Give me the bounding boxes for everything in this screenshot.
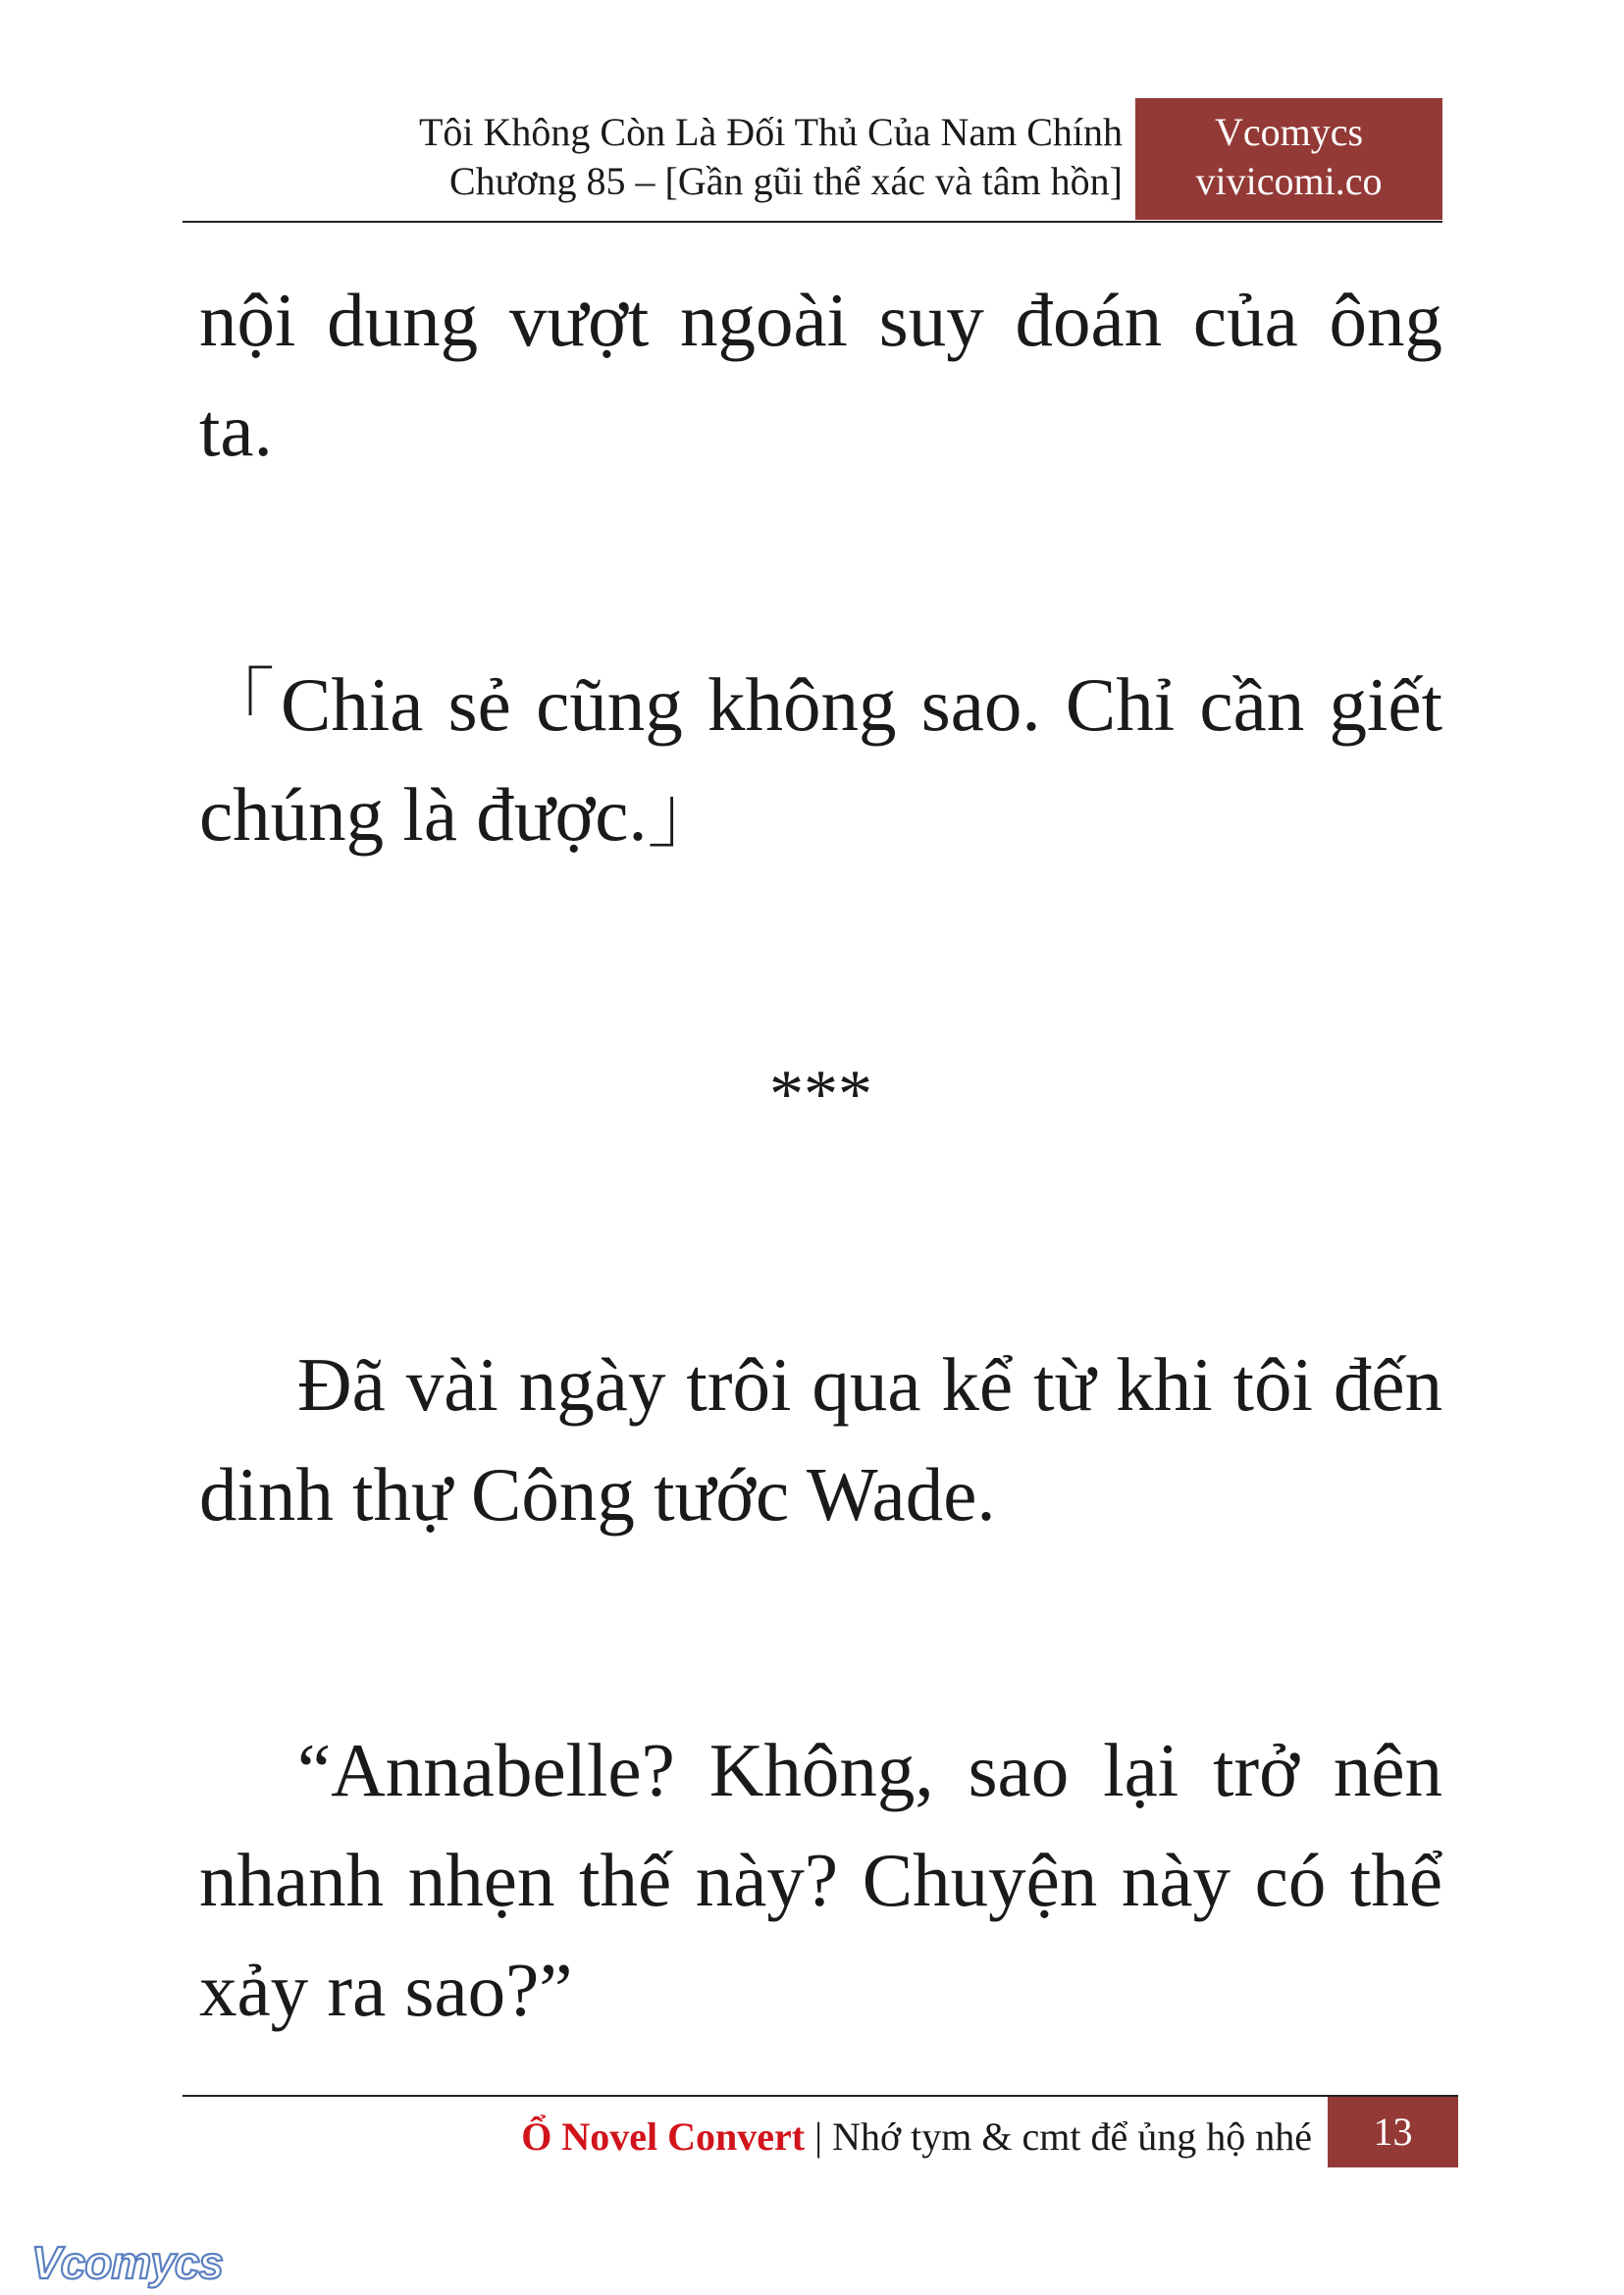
- page-number: 13: [1328, 2097, 1458, 2167]
- footer-separator: |: [814, 2114, 823, 2159]
- svg-text:Vcomycs: Vcomycs: [31, 2237, 224, 2288]
- header-divider: [183, 221, 1442, 223]
- badge-site-url: vivicomi.co: [1195, 159, 1383, 203]
- paragraph-1: nội dung vượt ngoài suy đoán của ông ta.: [199, 278, 1442, 472]
- footer-text: [521, 2110, 1312, 2165]
- paragraph-4: Đã vài ngày trôi qua kể từ khi tôi đến dinh thự Công tước Wade.: [199, 1342, 1442, 1537]
- footer-message: Nhớ tym & cmt để ủng hộ nhé: [832, 2114, 1312, 2159]
- site-badge: [1135, 98, 1442, 220]
- footer-divider: [183, 2095, 1458, 2097]
- chapter-title: Chương 85 – [Gần gũi thể xác và tâm hồn]: [448, 159, 1123, 203]
- badge-site-name: Vcomycs: [1214, 110, 1364, 154]
- paragraph-2: 「Chia sẻ cũng không sao. Chỉ cần giết chúng là được.」: [199, 662, 1442, 857]
- page-header: [183, 98, 1442, 222]
- scene-separator: ***: [769, 1057, 872, 1132]
- footer-brand: Ổ Novel Convert: [521, 2114, 806, 2159]
- book-title: Tôi Không Còn Là Đối Thủ Của Nam Chính: [419, 110, 1123, 154]
- header-titles: [419, 108, 1123, 206]
- paragraph-5: “Annabelle? Không, sao lại trở nên nhanh nhẹn thế này? Chuyện này có thể xảy ra sao?”: [199, 1728, 1442, 2032]
- vcomycs-logo: [27, 2235, 253, 2294]
